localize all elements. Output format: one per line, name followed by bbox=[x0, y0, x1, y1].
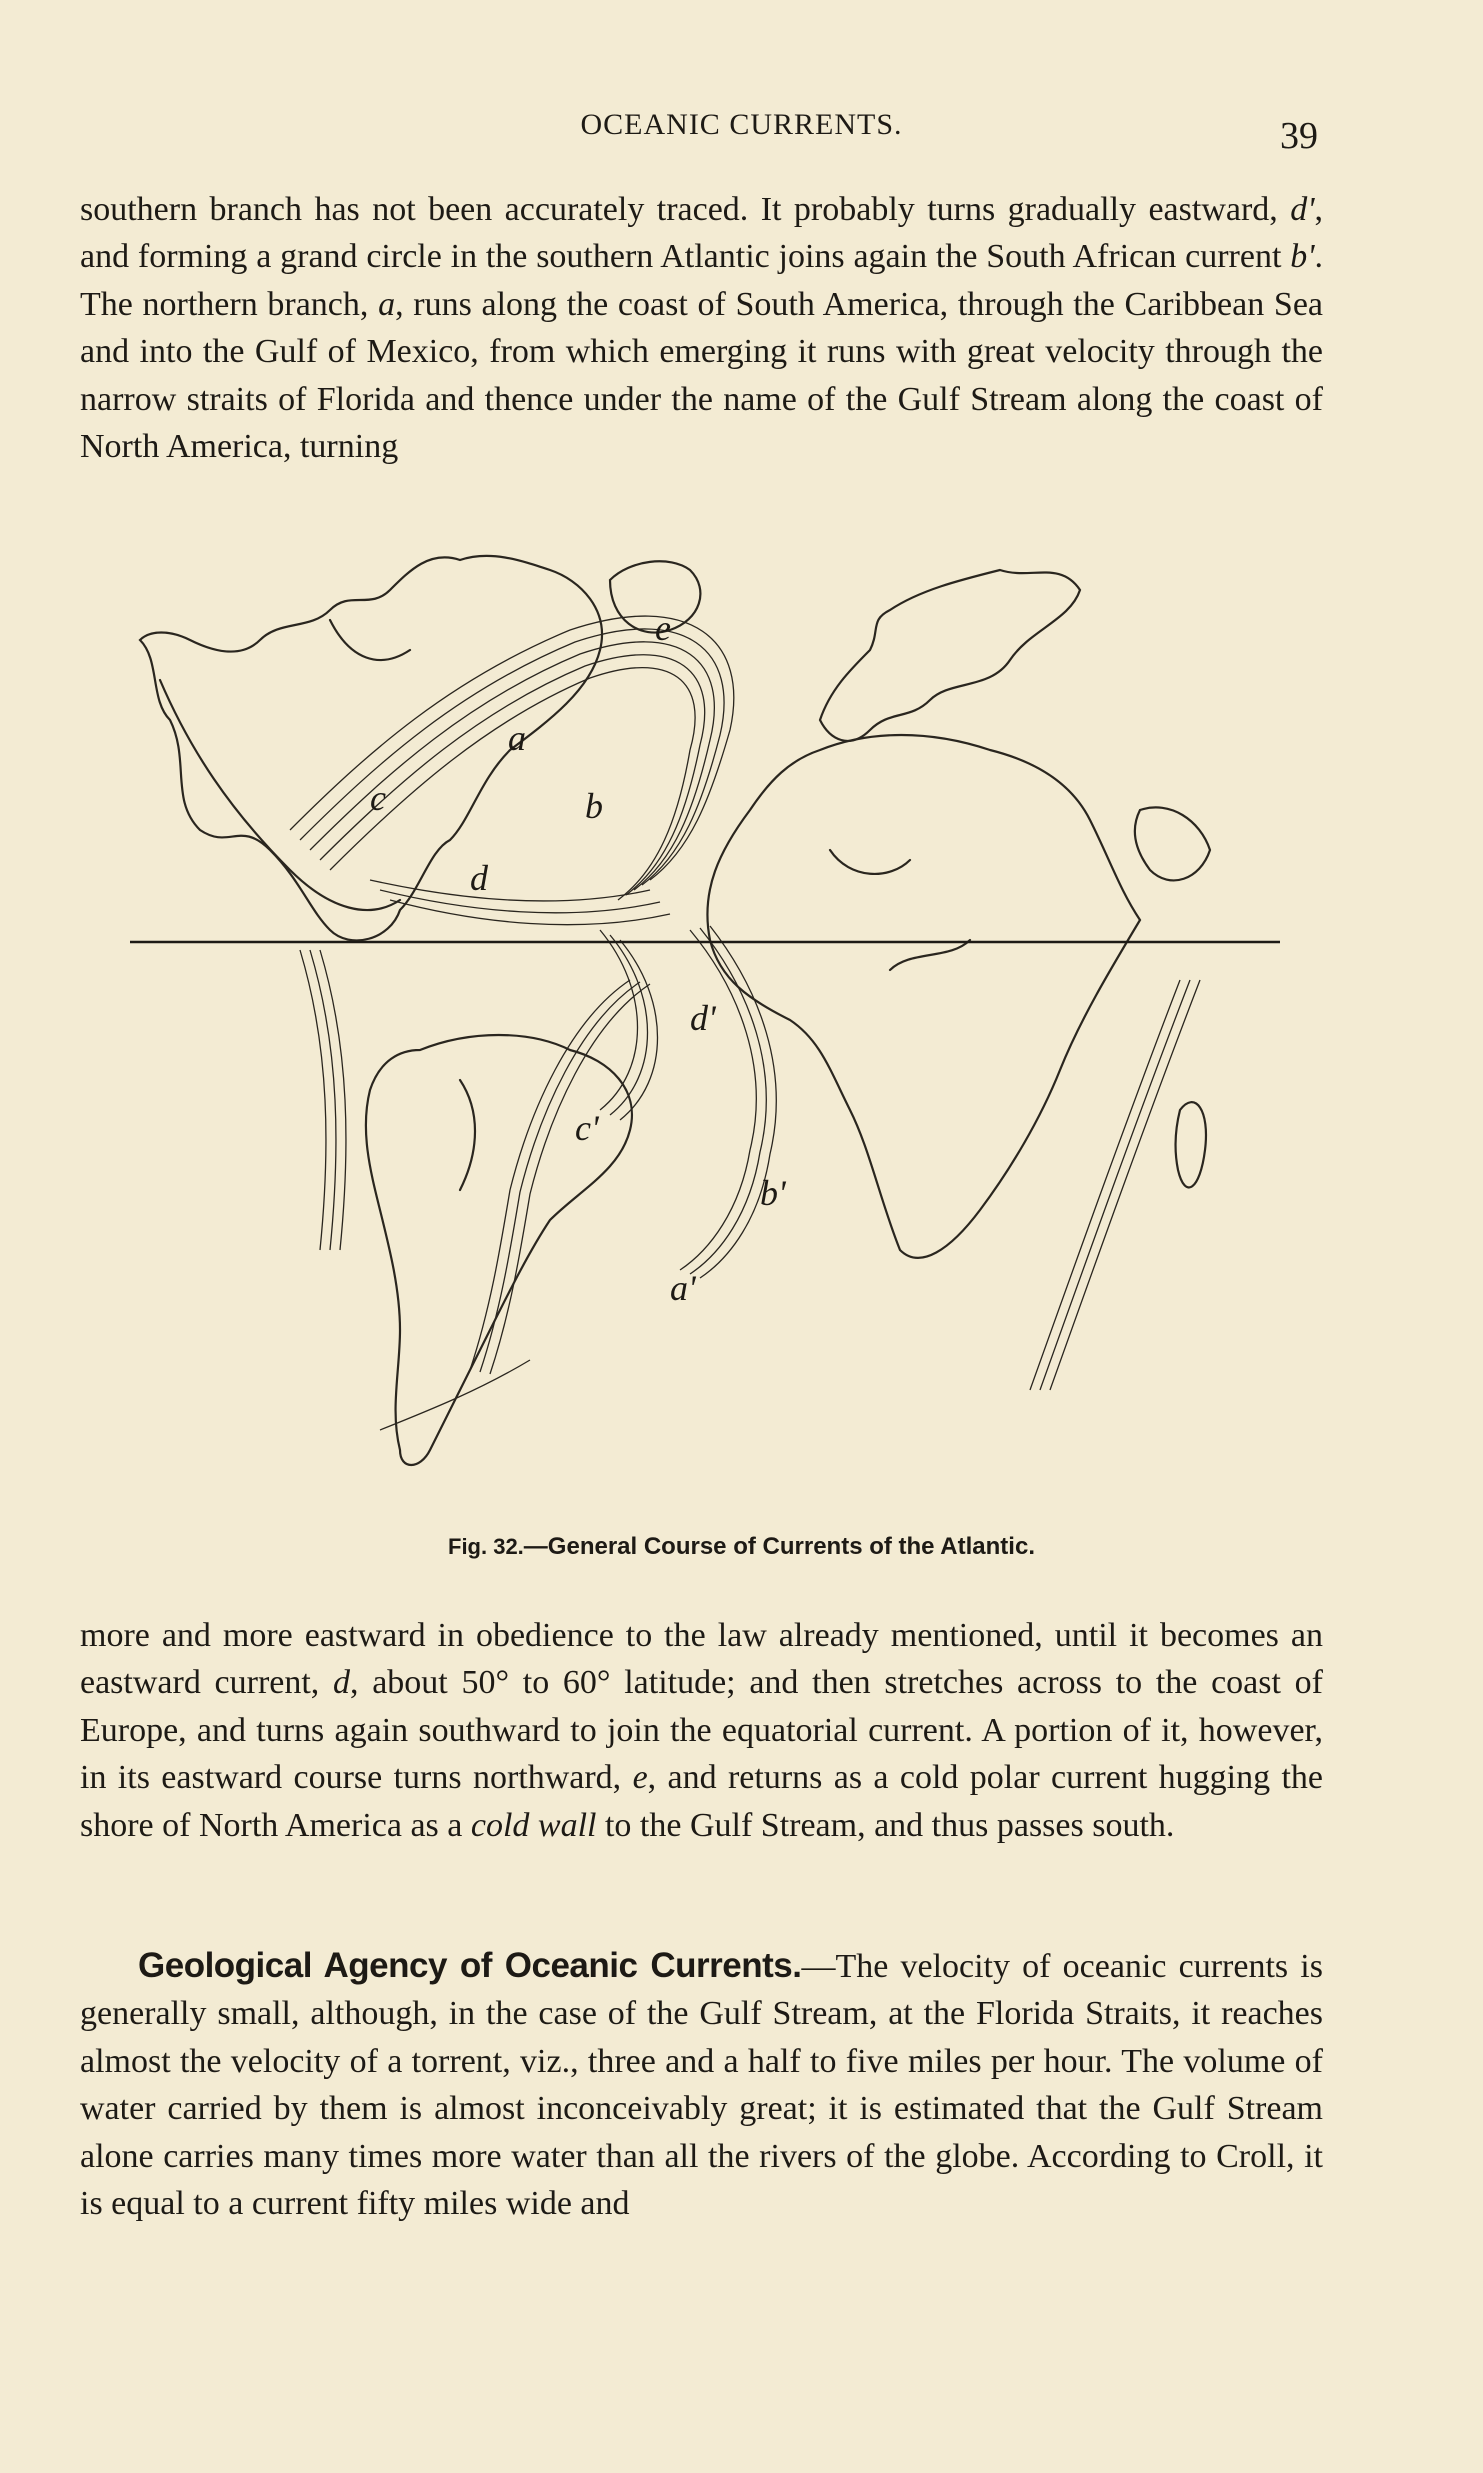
label-c-prime: c' bbox=[575, 1108, 599, 1148]
paragraph-2: more and more eastward in obedience to the law already mentioned, until it becomes an eastward current, d, about 50° to 60° latitude; and then stretches across to the coast of Europe, and turns again southward to join the equatorial current. A portion of it, however, in its eastward course turns northward, e, and returns as a cold polar current hugging the shore of North America as a cold wall to the Gulf Stream, and thus passes south. bbox=[80, 1617, 1323, 1844]
running-head: OCEANIC CURRENTS. bbox=[580, 108, 903, 141]
paragraph-3: Geological Agency of Oceanic Currents.—The velocity of oceanic currents is generally small, although, in the case of the Gulf Stream, at the Florida Straits, it reaches almost the velocity of a torrent, viz., three and a half to five miles per hour. The volume of water carried by them is almost inconceivably great; it is estimated that the Gulf Stream alone carries many times more water than all the rivers of the globe. According to Croll, it is equal to a current fifty miles wide and bbox=[80, 1946, 1323, 2223]
label-a-prime: a' bbox=[670, 1268, 696, 1308]
label-e: e bbox=[655, 608, 671, 648]
section-heading: Geological Agency of Oceanic Currents. bbox=[138, 1946, 802, 1985]
label-b-prime: b' bbox=[760, 1173, 786, 1213]
caption-text: —General Course of Currents of the Atlantic. bbox=[523, 1533, 1035, 1560]
page-number: 39 bbox=[1280, 115, 1318, 157]
paragraph-1: southern branch has not been accurately traced. It probably turns gradually eastward, d', and forming a grand circle in the southern Atlantic joins again the South African current b'. The northern branch, a, runs along the coast of South America, through the Caribbean Sea and into the Gulf of Mexico, from which emerging it runs with great velocity through the narrow straits of Florida and thence under the name of the Gulf Stream along the coast of North America, turning bbox=[80, 191, 1324, 466]
label-b: b bbox=[585, 786, 603, 826]
label-a: a bbox=[508, 718, 526, 758]
figure-number: Fig. 32. bbox=[448, 1534, 524, 1559]
atlantic-currents-map bbox=[130, 550, 1280, 1510]
map-illustration bbox=[130, 550, 1280, 1510]
label-c: c bbox=[370, 778, 386, 818]
figure-caption bbox=[0, 1533, 1483, 1561]
label-d-prime: d' bbox=[690, 998, 716, 1038]
label-d: d bbox=[470, 858, 488, 898]
